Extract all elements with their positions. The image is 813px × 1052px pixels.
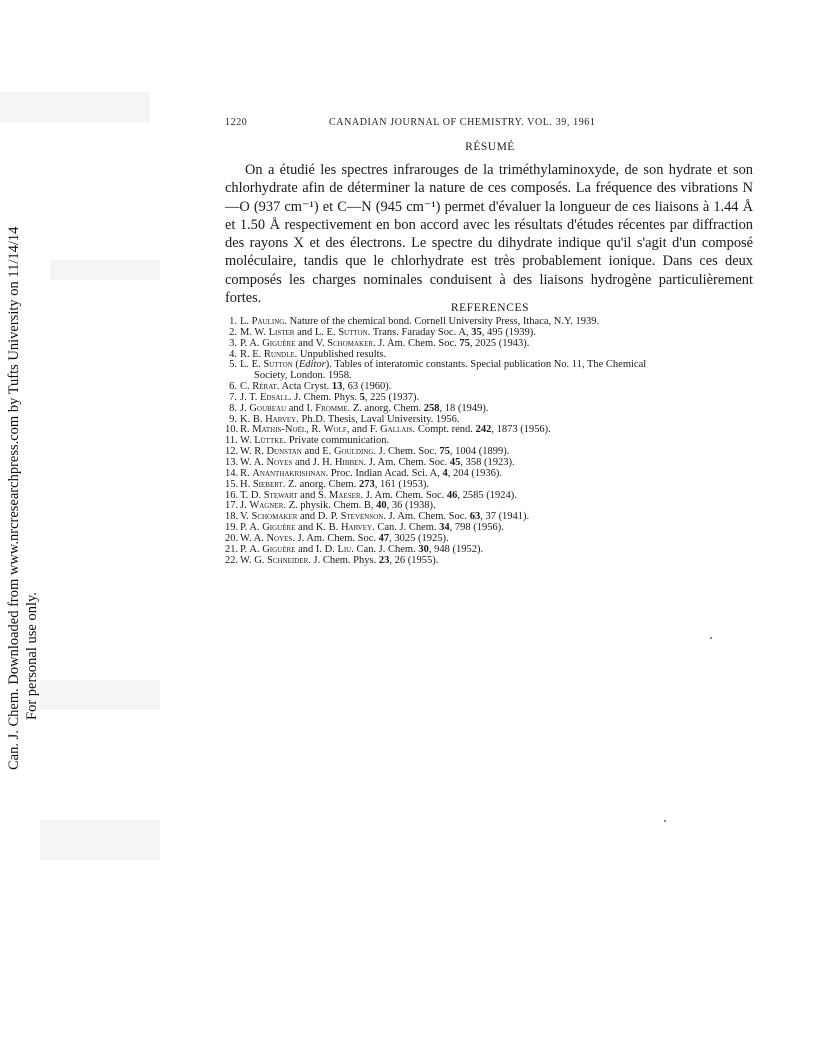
reference-text: and S. [297, 489, 330, 501]
reference-text: C. [240, 381, 253, 393]
reference-text: Can. J. Chem. [353, 543, 419, 555]
reference-text: , 225 (1937). [364, 391, 420, 403]
reference-text: J. Am. Chem. Soc. [363, 489, 447, 501]
reference-text: W. [240, 435, 255, 447]
reference-text: , 2585 (1924). [457, 489, 517, 501]
reference-text: Giguère [262, 337, 296, 349]
reference-text: Z. anorg. Chem. [350, 402, 424, 414]
reference-text: W. G. [240, 554, 268, 566]
reference-text: M. W. [240, 326, 269, 338]
reference-text: Giguère [262, 522, 296, 534]
reference-text: , 37 (1941). [480, 511, 530, 523]
reference-text: Noyes. [266, 532, 295, 544]
reference-text: 45 [449, 456, 461, 468]
reference-text: , 3025 (1925). [389, 532, 449, 544]
reference-number: 1. [229, 316, 237, 327]
reference-text: Rundle. [263, 348, 298, 360]
reference-number: 10. [225, 424, 239, 436]
reference-text: and D. P. [297, 511, 341, 523]
reference-text: P. A. [240, 543, 263, 555]
reference-text: Stevenson. [340, 511, 386, 523]
reference-text: Lister [268, 326, 295, 338]
reference-number: 12. [225, 446, 239, 458]
reference-text: , and F. [346, 424, 381, 436]
reference-text: Z. anorg. Chem. [285, 478, 359, 490]
reference-text: J. T. [240, 391, 261, 403]
reference-text: V. [240, 511, 252, 523]
journal-title: CANADIAN JOURNAL OF CHEMISTRY. VOL. 39, 1961 [329, 117, 596, 128]
reference-text: 75 [459, 337, 470, 349]
reference-number: 21. [225, 543, 239, 555]
reference-text: Mathis-Noël [252, 424, 307, 436]
reference-text: Noyes [266, 456, 293, 468]
reference-text: Trans. Faraday Soc. A, [370, 326, 472, 338]
reference-number: 17. [225, 500, 239, 512]
reference-text: H. [240, 478, 253, 490]
reference-text: 47 [378, 532, 390, 544]
watermark-line-source: Can. J. Chem. Downloaded from www.nrcresearchpress.com by Tufts University on 11/14/14 [6, 226, 22, 770]
reference-text: Goulding. [333, 446, 377, 458]
reference-text: , 948 (1952). [428, 543, 484, 555]
reference-text: , 495 (1939). [481, 326, 536, 338]
reference-text: P. A. [240, 522, 263, 534]
reference-text: Goubeau [249, 402, 287, 414]
reference-text: Ananthakrishnan. [252, 467, 329, 479]
reference-text: K. B. [240, 413, 266, 425]
reference-text: J. [240, 402, 250, 414]
reference-text: and V. [295, 337, 328, 349]
scan-artifact [50, 260, 160, 280]
download-watermark [4, 226, 40, 770]
reference-text: L. Pauling. [240, 316, 287, 327]
reference-text: Wagner. [249, 500, 286, 512]
reference-text: and J. H. [292, 456, 335, 468]
reference-text: Acta Cryst. [279, 381, 332, 393]
reference-text: Editor [298, 359, 326, 371]
reference-text: , 36 (1938). [386, 500, 436, 512]
reference-text: 5 [359, 391, 365, 403]
reference-text: W. R. [240, 446, 267, 458]
reference-text: and E. [301, 446, 334, 458]
reference-text: Z. physik. Chem. B, [286, 500, 377, 512]
reference-text: J. Chem. Soc. [376, 446, 440, 458]
running-header [225, 117, 755, 133]
reference-number: 3. [229, 337, 237, 349]
reference-text: , 26 (1955). [389, 554, 439, 566]
reference-text: Maeser. [329, 489, 364, 501]
reference-text: Rérat. [252, 381, 280, 393]
reference-text: , R. [306, 424, 324, 436]
reference-text: , 63 (1960). [342, 381, 392, 393]
reference-text: Schomaker. [327, 337, 376, 349]
reference-text: 258 [423, 402, 440, 414]
scan-speck [664, 820, 666, 822]
reference-text: Harvey. [340, 522, 375, 534]
reference-text: , 798 (1956). [449, 522, 504, 534]
reference-text: J. Am. Chem. Soc. [375, 337, 460, 349]
reference-number: 6. [229, 381, 237, 393]
reference-text: J. Am. Chem. Soc. [366, 456, 450, 468]
reference-text: 63 [469, 511, 481, 523]
reference-text: 46 [446, 489, 458, 501]
reference-text: W. A. [240, 532, 267, 544]
reference-number: 9. [229, 413, 237, 425]
reference-text: 35 [471, 326, 482, 338]
reference-number: 13. [225, 456, 239, 468]
reference-text: W. A. [240, 456, 267, 468]
reference-text: Compt. rend. [415, 424, 476, 436]
reference-text: Dunstan [266, 446, 302, 458]
reference-text: Schneider. [267, 554, 311, 566]
references-list [225, 317, 765, 566]
reference-text: Sutton [263, 359, 293, 371]
reference-text: Wolf [323, 424, 347, 436]
reference-number: 5. [229, 359, 237, 371]
reference-text: , 2025 (1943). [469, 337, 530, 349]
scan-artifact [0, 92, 150, 122]
reference-text: Lüttke. [254, 435, 287, 447]
reference-text: Hibben. [334, 456, 367, 468]
reference-text: P. A. [240, 337, 263, 349]
reference-number: 4. [229, 348, 237, 360]
watermark-line-usage: For personal use only. [24, 592, 40, 720]
reference-text: Stewart [263, 489, 298, 501]
reference-text: J. Am. Chem. Soc. [385, 511, 470, 523]
reference-text: R. [240, 424, 253, 436]
scan-artifact [40, 680, 160, 710]
reference-number: 19. [225, 522, 239, 534]
reference-text: , 18 (1949). [439, 402, 489, 414]
reference-number: 11. [225, 435, 238, 447]
reference-number: 20. [225, 532, 239, 544]
reference-text: Schomaker [251, 511, 298, 523]
reference-number: 8. [229, 402, 237, 414]
reference-text: 34 [439, 522, 450, 534]
reference-text: Sutton. [338, 326, 371, 338]
reference-text: J. Chem. Phys. [310, 554, 379, 566]
reference-text: Harvey. [265, 413, 299, 425]
reference-text: and I. [286, 402, 316, 414]
scan-artifact [40, 820, 160, 860]
reference-text: 273 [358, 478, 375, 490]
reference-text: Fromme. [315, 402, 351, 414]
reference-text: , 1004 (1899). [449, 446, 510, 458]
reference-text: Liu. [337, 543, 354, 555]
reference-text: J. Chem. Phys. [291, 391, 360, 403]
reference-text: J. [240, 500, 250, 512]
reference-text: J. Am. Chem. Soc. [294, 532, 379, 544]
reference-text: 40 [376, 500, 387, 512]
reference-item [225, 360, 765, 382]
reference-text: , 358 (1923). [460, 456, 515, 468]
reference-text: 4 [442, 467, 448, 479]
reference-text: Giguère [262, 543, 296, 555]
reference-text: , 1873 (1956). [491, 424, 551, 436]
reference-item [225, 556, 765, 567]
reference-text: ). Tables of interatomic constants. Special publication No. 11, The Chemical [325, 359, 647, 371]
reference-text: Unpublished results. [297, 348, 387, 360]
reference-number: 22. [225, 554, 239, 566]
reference-number: 7. [229, 391, 237, 403]
reference-text: 75 [439, 446, 450, 458]
reference-number: 2. [229, 326, 237, 338]
reference-text: R. [240, 467, 253, 479]
page-number: 1220 [225, 117, 248, 128]
reference-text: 23 [378, 554, 390, 566]
reference-text: and L. E. [294, 326, 339, 338]
reference-continuation: Society, London. 1958. [254, 370, 352, 382]
reference-number: 18. [225, 511, 239, 523]
reference-text: 13 [331, 381, 343, 393]
reference-number: 15. [225, 478, 239, 490]
reference-text: R. E. [240, 348, 264, 360]
reference-text: Nature of the chemical bond. Cornell University Press, Ithaca, N.Y. 1939. [286, 316, 600, 327]
reference-text: Proc. Indian Acad. Sci. A, [328, 467, 443, 479]
reference-text: 30 [418, 543, 429, 555]
reference-text: Gallais. [380, 424, 416, 436]
scan-speck [710, 637, 712, 639]
reference-number: 16. [225, 489, 239, 501]
reference-text: Ph.D. Thesis, Laval University. 1956. [298, 413, 460, 425]
reference-text: , 204 (1936). [447, 467, 503, 479]
resume-heading: RÉSUMÉ [465, 141, 515, 153]
reference-text: and K. B. [295, 522, 341, 534]
reference-text: , 161 (1953). [374, 478, 429, 490]
resume-paragraph: On a étudié les spectres infrarouges de la triméthylaminoxyde, de son hydrate et son chlorhydrate afin de déterminer la nature de ces composés. La fréquence des vibrations N—O (937 cm⁻¹) et C—N (945 cm⁻¹) permet d'évaluer la longueur de ces liaisons à 1.44 Å et 1.50 Å respectivement en bon accord avec les résultats d'études récentes par diffraction des rayons X et des électrons. Le spectre du dihydrate indique qu'il s'agit d'un composé moléculaire, tandis que le chlorhydrate est très probablement ionique. Dans ces deux composés les charges nominales conduisent à des liaisons hydrogène particulièrement fortes. [225, 162, 753, 307]
reference-text: Private communication. [286, 435, 390, 447]
references-heading: REFERENCES [450, 302, 530, 314]
reference-text: T. D. [240, 489, 264, 501]
reference-text: Can. J. Chem. [374, 522, 440, 534]
reference-text: ( [292, 359, 299, 371]
reference-text: and I. D. [295, 543, 338, 555]
reference-text: Siebert. [252, 478, 286, 490]
reference-text: L. E. [240, 359, 264, 371]
reference-text: 242 [475, 424, 492, 436]
reference-text: Edsall. [260, 391, 292, 403]
reference-number: 14. [225, 467, 239, 479]
